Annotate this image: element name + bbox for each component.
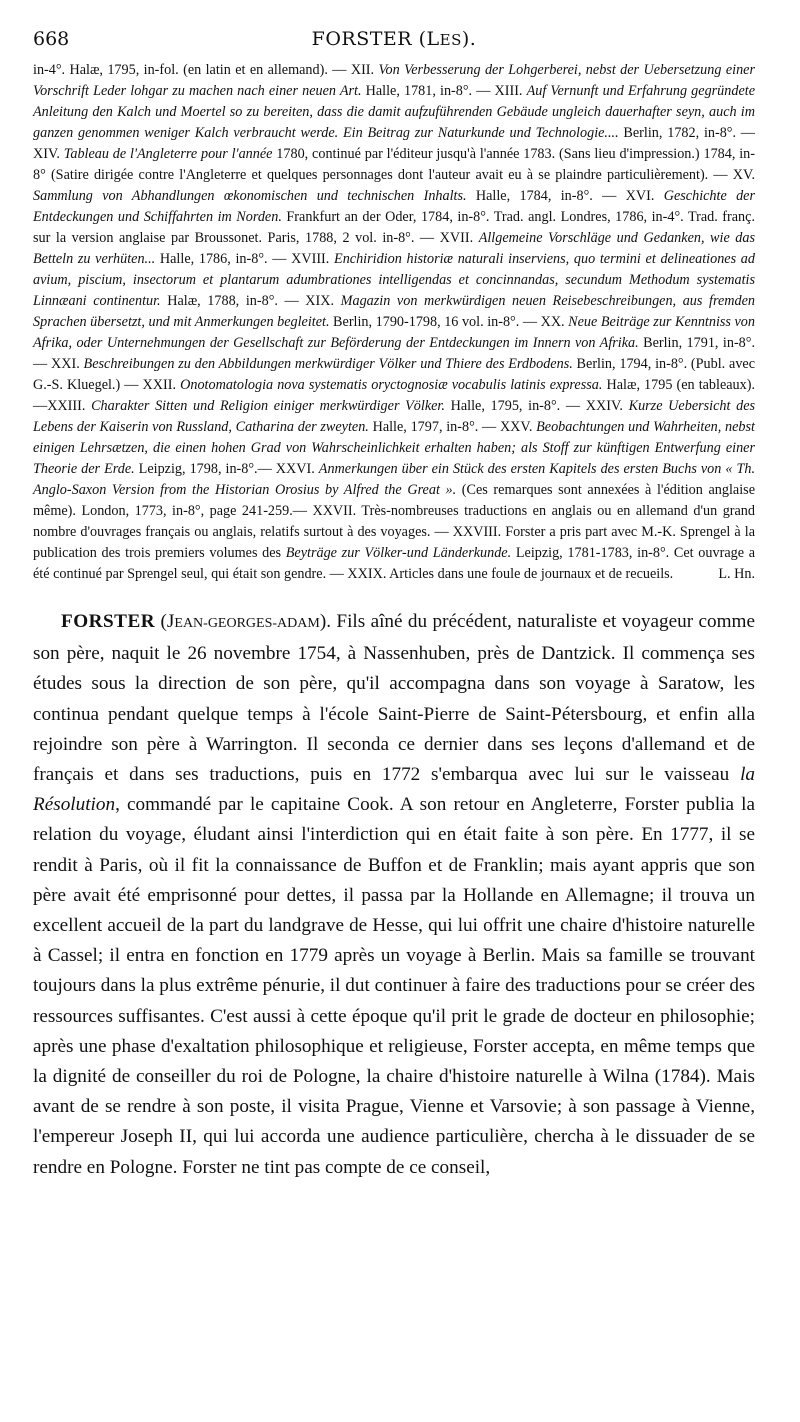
bibliography-paragraph — [33, 60, 755, 585]
full-name-small-caps: EAN-GEORGES-ADAM — [174, 616, 320, 631]
text-segment: Fils aîné du précédent, naturaliste et voyageur comme son père, naquit le 26 novembre 1754, à Nassenhuben, près de Dantzick. Il commença ses études sous la direction de son père, qu'il accompagna dans son voyage à Saratow, les continua pendant quelque temps à l'école Saint-Pierre de Saint-Pétersbourg, et enfin alla rejoindre son père à Warrington. Il seconda ce dernier dans ses leçons d'allemand et de français et dans ses traductions, puis en 1772 s'embarqua avec lui sur le vaisseau — [33, 611, 755, 786]
running-title-end: ). — [461, 28, 477, 50]
article-paragraph — [33, 607, 755, 1183]
text-segment: Halæ, 1788, in-8°. — XIX. — [160, 293, 341, 309]
italic-title-segment: Anmerkungen über ein Stück des ersten Kapitels des ersten Buchs von « Th. Anglo-Saxon Version from the Historian Orosius by Alfred the Great ». — [33, 461, 755, 498]
italic-title-segment: Enchiridion historiæ naturali inserviens, quo termini et delineationes ad avium, piscium, insectorum et plantarum adumbrationes intelligendas et concinnandas, secundum Methodum systematis Linnæani continentur. — [33, 251, 755, 309]
page-number: 668 — [33, 28, 70, 50]
text-segment: (Ces remarques sont annexées à l'édition anglaise même). London, 1773, in-8°, page 241-259.— XXVII. Très-nombreuses traductions en anglais ou en allemand d'un grand nombre d'ouvrages français ou anglais, relatifs surtout à des voyages. — XXVIII. Forster a pris part avec M.-K. Sprengel à la publication des trois premiers volumes des — [33, 482, 755, 561]
text-segment: Berlin, 1782, in-8°. — XIV. — [33, 125, 755, 162]
text-segment: Halæ, 1795 (en tableaux).—XXIII. — [33, 377, 756, 414]
text-segment: 1780, continué par l'éditeur jusqu'à l'année 1783. (Sans lieu d'impression.) 1784, in-8° (Satire dirigée contre l'Angleterre et quelques personnages dont l'auteur avait eu à se plaindre particulièrement). — XV. — [33, 146, 755, 183]
text-segment: Frankfurt an der Oder, 1784, in-8°. Trad. angl. Londres, 1786, in-4°. Trad. franç. sur la version anglaise par Broussonet. Paris, 1788, 2 vol. in-8°. — XVII. — [33, 209, 755, 246]
italic-title-segment: Sammlung von Abhandlungen œkonomischen und technischen Inhalts. — [33, 188, 467, 204]
italic-title-segment: Onotomatologia nova systematis oryctognosiæ vocabulis latinis expressa. — [180, 377, 603, 393]
headword: FORSTER — [61, 611, 156, 632]
document-page — [33, 28, 755, 1183]
italic-title-segment: Auf Vernunft und Erfahrung gegründete Anleitung den Kalch und Moertel so zu bereiten, dass die damit aufzuführenden Gebäude ungleich dauerhafter seyn, auch im ganzen genommen weniger Kalch verbraucht werde. Ein Beitrag zur Naturkunde und Technologie.... — [33, 83, 755, 141]
italic-title-segment: Kurze Uebersicht des Lebens der Kaiserin von Russland, Catharina der zweyten. — [33, 398, 756, 435]
italic-title-segment: Beyträge zur Völker-und Länderkunde. — [285, 545, 512, 561]
text-segment: Leipzig, 1781-1783, in-8°. Cet ouvrage a été continué par Sprengel seul, qui était son gendre. — XXIX. Articles dans une foule de journaux et de recueils. — [33, 545, 755, 582]
text-segment: Halle, 1781, in-8°. — XIII. — [361, 83, 527, 99]
text-segment: in-4°. Halæ, 1795, in-fol. (en latin et en allemand). — XII. — [33, 62, 379, 78]
text-segment: Halle, 1784, in-8°. — XVI. — [466, 188, 664, 204]
text-segment: , commandé par le capitaine Cook. A son retour en Angleterre, Forster publia la relation du voyage, éludant ainsi l'interdiction qui en était faite à son père. En 1777, il se rendit à Paris, où il fit la connaissance de Buffon et de Franklin; mais ayant appris que son père avait été emprisonné pour dettes, il passa par la Hollande en Allemagne; il trouva un excellent accueil de la part du landgrave de Hesse, qui lui offrit une chaire d'histoire naturelle à Cassel; il entra en fonction en 1779 après un voyage à Berlin. Mais sa famille se trouvant toujours dans la plus extrême pénurie, il dut continuer à faire des traductions pour se créer des ressources suffisantes. C'est aussi à cette époque qu'il prit le grade de docteur en philosophie; après une phase d'exaltation philosophique et religieuse, Forster accepta, en même temps que la dignité de conseiller du roi de Pologne, la chaire d'histoire naturelle à Wilna (1784). Mais avant de se rendre à son poste, il visita Prague, Vienne et Varsovie; à son passage à Vienne, l'empereur Joseph II, qui lui accorda une audience particulière, chercha à le dissuader de se rendre en Pologne. Forster ne tint pas compte de ce conseil, — [33, 794, 755, 1178]
biography-article — [33, 607, 755, 1183]
author-signature: L. Hn. — [718, 566, 755, 582]
italic-title-segment: Allgemeine Vorschläge und Gedanken, wie das Betteln zu verhüten... — [33, 230, 755, 267]
text-segment: Berlin, 1790-1798, 16 vol. in-8°. — XX. — [329, 314, 569, 330]
bibliography-continuation — [33, 60, 755, 585]
running-title — [33, 28, 755, 50]
running-title-small: ES — [439, 31, 462, 49]
italic-title-segment: Neue Beiträge zur Kenntniss von Afrika, oder Unternehmungen der Gesellschaft zur Beförderung der Entdeckungen im Innern von Afrika. — [33, 314, 755, 351]
text-segment: Halle, 1795, in-8°. — XXIV. — [444, 398, 629, 414]
running-title-main: FORSTER (L — [311, 28, 440, 50]
italic-title-segment: Von Verbesserung der Lohgerberei, nebst der Uebersetzung einer Vorschrift Leder lohgar zu machen nach einer neuen Art. — [33, 62, 755, 99]
italic-title-segment: Beobachtungen und Wahrheiten, nebst einigen Lehrsætzen, die einen hohen Grad von Wahrscheinlichkeit erhalten haben; als Stoff zur künftigen Entwerfung einer Theorie der Erde. — [33, 419, 755, 477]
text-segment: Berlin, 1791, in-8°.— XXI. — [33, 335, 755, 372]
text-segment: Leipzig, 1798, in-8°.— XXVI. — [134, 461, 319, 477]
italic-title-segment: Geschichte der Entdeckungen und Schiffahrten im Norden. — [33, 188, 755, 225]
text-segment: Berlin, 1794, in-8°. (Publ. avec G.-S. Kluegel.) — XXII. — [33, 356, 756, 393]
page-header — [33, 28, 755, 58]
full-name-open: (J — [155, 611, 175, 632]
italic-title-segment: Magazin von merkwürdigen neuen Reisebeschreibungen, aus fremden Sprachen übersetzt, und mit Anmerkungen begleitet. — [33, 293, 755, 330]
italic-title-segment: Charakter Sitten und Religion einiger merkwürdiger Völker. — [91, 398, 445, 414]
italic-title-segment: Tableau de l'Angleterre pour l'année — [63, 146, 273, 162]
text-segment: Halle, 1797, in-8°. — XXV. — [368, 419, 537, 435]
italic-title-segment: Beschreibungen zu den Abbildungen merkwürdiger Völker und Thiere des Erdbodens. — [83, 356, 573, 372]
text-segment: Halle, 1786, in-8°. — XVIII. — [155, 251, 335, 267]
full-name-close: ). — [319, 611, 332, 632]
italic-title-segment: la Résolution — [33, 764, 755, 816]
